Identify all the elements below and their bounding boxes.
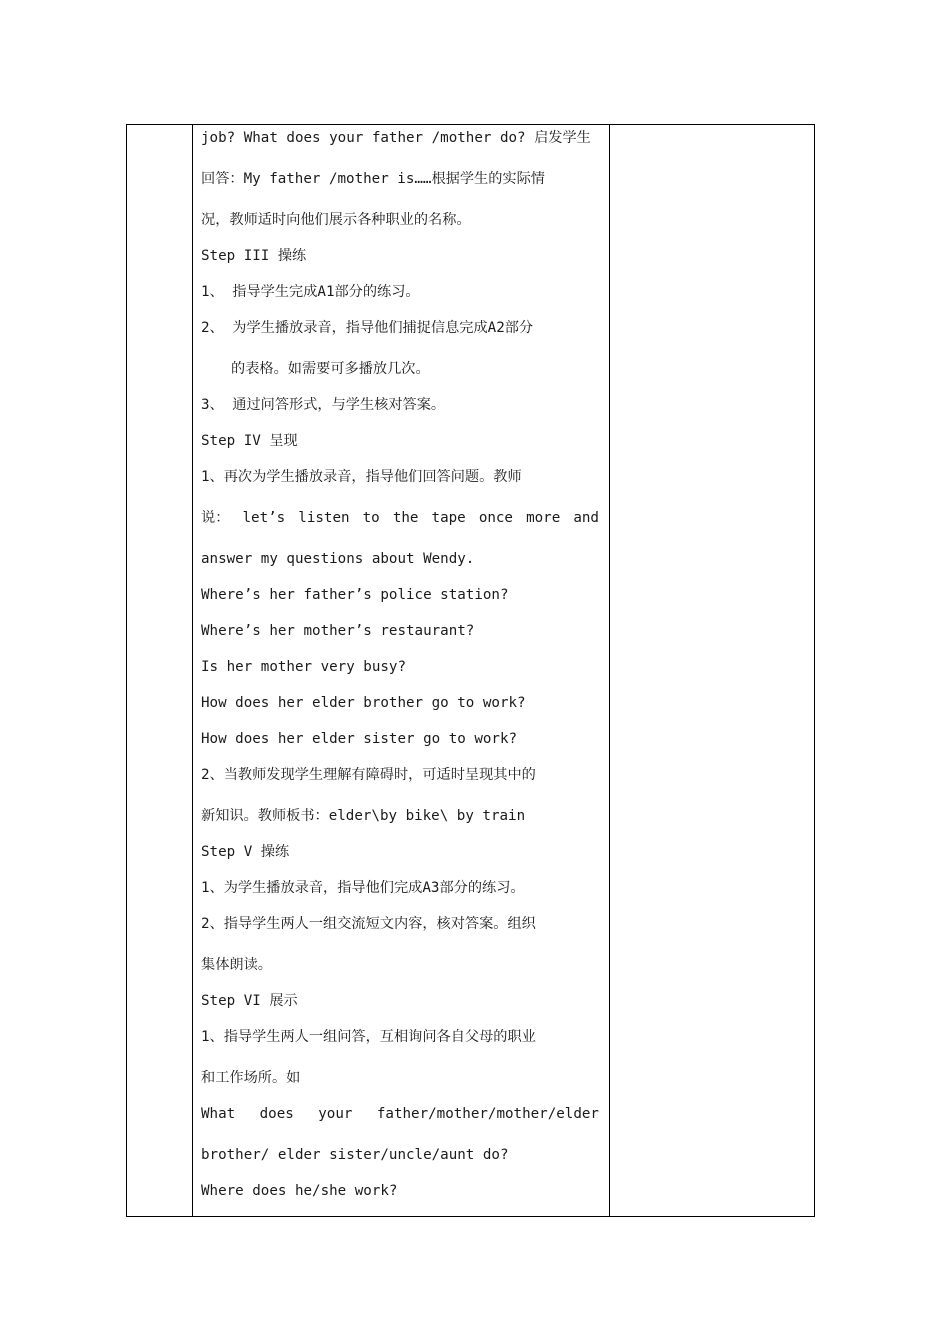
text-line: 2、指导学生两人一组交流短文内容，核对答案。组织 bbox=[201, 916, 536, 932]
question-line: How does her elder sister go to work? bbox=[201, 731, 518, 747]
word: to bbox=[362, 510, 380, 526]
notes-column-cell bbox=[609, 125, 814, 1216]
step-heading: Step V 操练 bbox=[201, 844, 290, 860]
text-line: 3、 通过问答形式，与学生核对答案。 bbox=[201, 397, 446, 413]
question-line: Is her mother very busy? bbox=[201, 659, 406, 675]
text-line-spread bbox=[201, 508, 599, 528]
word: and bbox=[573, 510, 599, 526]
text-line: 1、为学生播放录音，指导他们完成A3部分的练习。 bbox=[201, 880, 525, 896]
step-heading: Step VI 展示 bbox=[201, 993, 298, 1009]
text-line: 回答：My father /mother is……根据学生的实际情 bbox=[201, 171, 545, 187]
word: more bbox=[526, 510, 561, 526]
text-line: 1、指导学生两人一组问答，互相询问各自父母的职业 bbox=[201, 1029, 536, 1045]
word: tape bbox=[431, 510, 466, 526]
word: What bbox=[201, 1106, 236, 1122]
text-line: 和工作场所。如 bbox=[201, 1070, 301, 1086]
procedure-cell bbox=[193, 125, 609, 1216]
lesson-plan-table bbox=[126, 124, 815, 1217]
text-line: 2、当教师发现学生理解有障碍时，可适时呈现其中的 bbox=[201, 767, 536, 783]
text-line: job? What does your father /mother do? 启发学生 bbox=[201, 130, 591, 146]
question-line: Where does he/she work? bbox=[201, 1183, 398, 1199]
word: let’s bbox=[242, 510, 286, 526]
word: once bbox=[478, 510, 513, 526]
step-heading: Step III 操练 bbox=[201, 248, 307, 264]
text-line: 的表格。如需要可多播放几次。 bbox=[231, 361, 430, 377]
text-line-spread bbox=[201, 1104, 599, 1124]
word: the bbox=[392, 510, 419, 526]
step-heading: Step IV 呈现 bbox=[201, 433, 298, 449]
text-line: 1、再次为学生播放录音，指导他们回答问题。教师 bbox=[201, 469, 522, 485]
text-line: 集体朗读。 bbox=[201, 957, 272, 973]
question-line: Where’s her father’s police station? bbox=[201, 587, 509, 603]
question-line: How does her elder brother go to work? bbox=[201, 695, 526, 711]
text-line: 况，教师适时向他们展示各种职业的名称。 bbox=[201, 212, 471, 228]
word: does bbox=[259, 1106, 294, 1122]
text-line: answer my questions about Wendy. bbox=[201, 551, 475, 567]
text-line: brother/ elder sister/uncle/aunt do? bbox=[201, 1147, 509, 1163]
text-line: 新知识。教师板书：elder\by bike\ by train bbox=[201, 808, 526, 824]
word: listen bbox=[298, 510, 350, 526]
text-line: 1、 指导学生完成A1部分的练习。 bbox=[201, 284, 420, 300]
word: father/mother/mother/elder bbox=[376, 1106, 599, 1122]
word: your bbox=[318, 1106, 353, 1122]
left-column-cell bbox=[127, 125, 193, 1216]
word: 说： bbox=[201, 510, 230, 526]
question-line: Where’s her mother’s restaurant? bbox=[201, 623, 475, 639]
text-line: 2、 为学生播放录音，指导他们捕捉信息完成A2部分 bbox=[201, 320, 534, 336]
